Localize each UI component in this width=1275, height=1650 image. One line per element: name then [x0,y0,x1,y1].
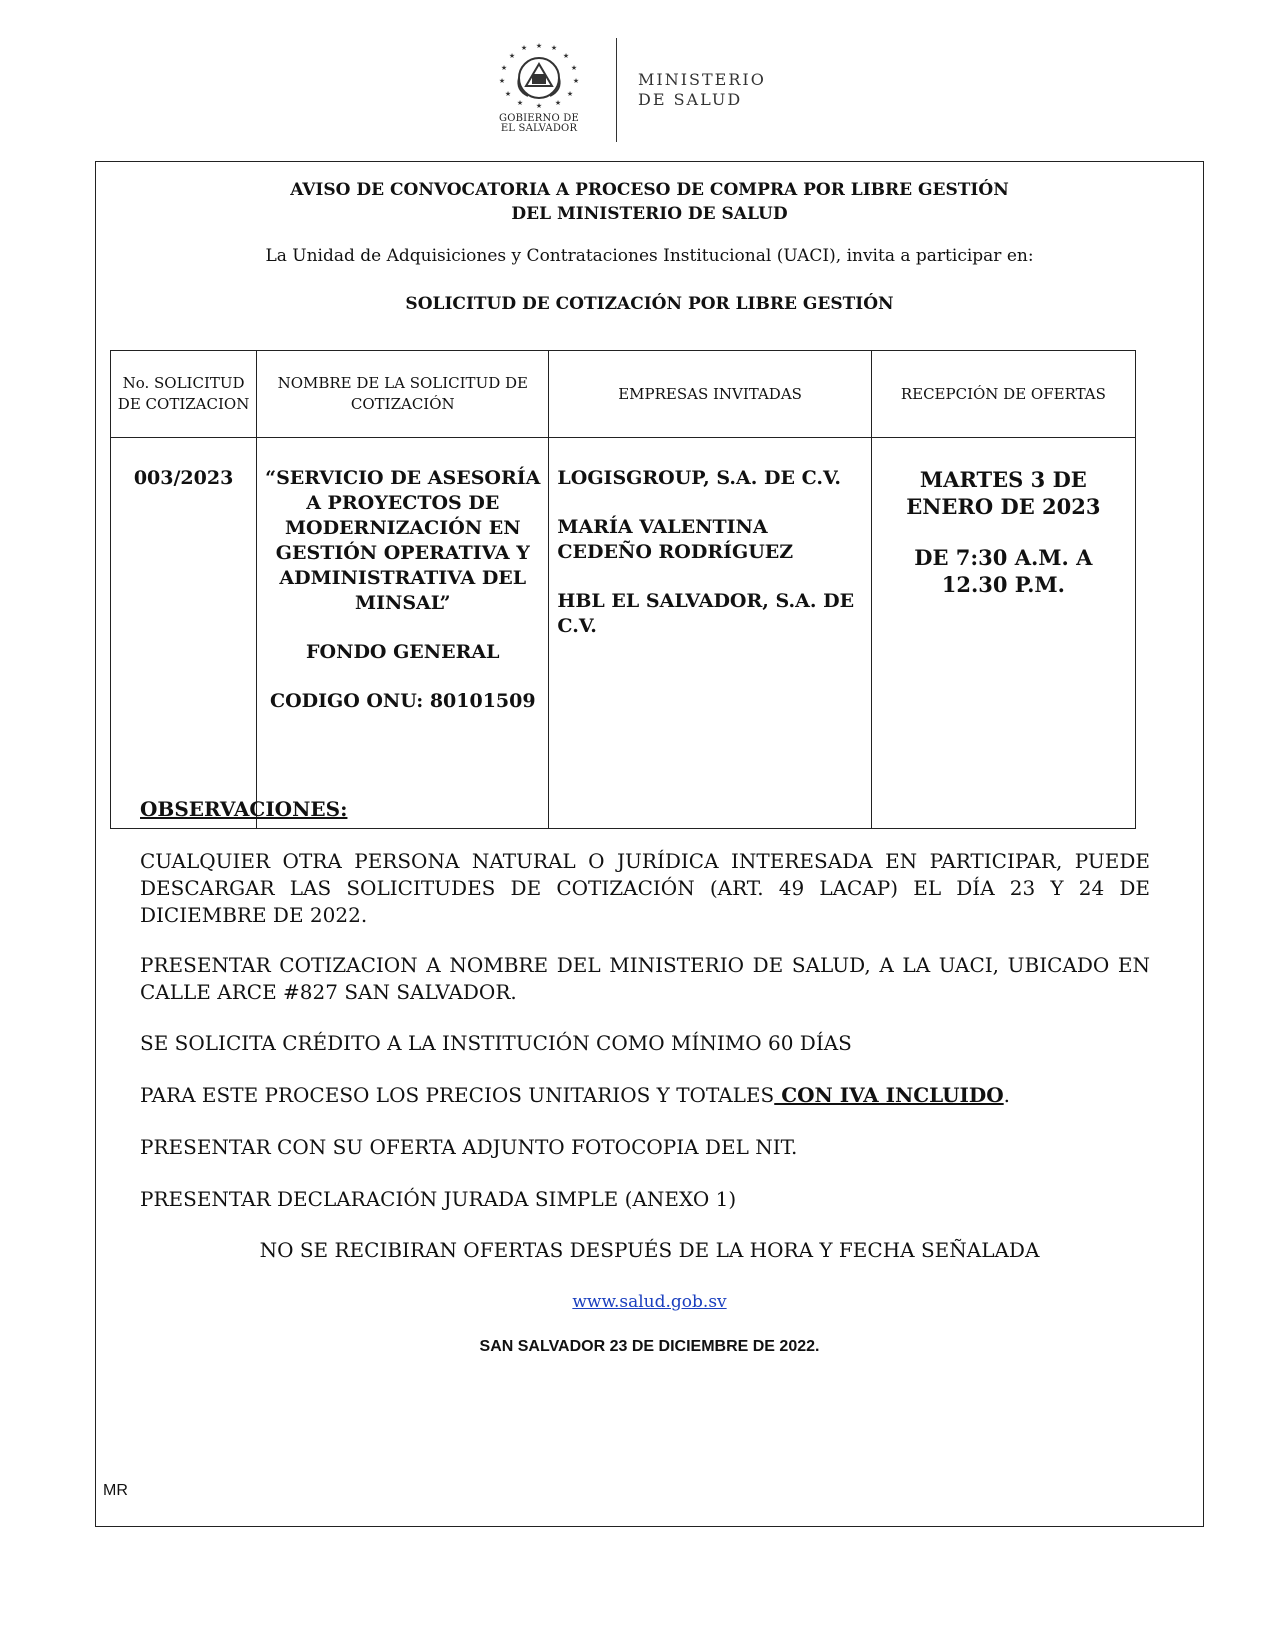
coat-of-arms-icon [492,40,586,110]
svg-text:★: ★ [572,77,580,85]
cell-reception [871,438,1135,829]
observation-prices [140,1082,1150,1109]
seal-text-line1: GOBIERNO DE [499,113,579,124]
notice-title-line1: AVISO DE CONVOCATORIA A PROCESO DE COMPRA POR LIBRE GESTIÓN [290,180,1009,200]
svg-text:★: ★ [508,52,516,60]
onu-code: CODIGO ONU: 80101509 [269,690,536,712]
government-seal [480,38,598,142]
notice-frame [95,161,1204,1527]
svg-text:★: ★ [498,77,506,85]
request-number: 003/2023 [133,467,234,489]
svg-text:★: ★ [535,102,543,110]
cell-number [111,438,257,829]
reception-time: DE 7:30 A.M. A 12.30 P.M. [914,545,1093,597]
svg-text:★: ★ [520,44,528,52]
place-date: SAN SALVADOR 23 DE DICIEMBRE DE 2022. [479,1338,820,1355]
svg-text:★: ★ [504,90,512,98]
header-companies: EMPRESAS INVITADAS [549,351,871,438]
svg-text:★: ★ [570,64,578,72]
author-initials: MR [103,1482,128,1499]
svg-text:★: ★ [500,64,508,72]
svg-text:★: ★ [550,44,558,52]
ministry-line1: MINISTERIO [638,70,766,89]
cell-name [257,438,549,829]
svg-text:★: ★ [562,52,570,60]
request-name: “SERVICIO DE ASESORÍA A PROYECTOS DE MODERNIZACIÓN EN GESTIÓN OPERATIVA Y ADMINISTRATIVA DEL MINSAL” [265,467,541,614]
header-reception: RECEPCIÓN DE OFERTAS [871,351,1135,438]
observation-item: PRESENTAR DECLARACIÓN JURADA SIMPLE (ANEXO 1) [140,1187,737,1211]
notice-intro: La Unidad de Adquisiciones y Contrataciones Institucional (UACI), invita a participar en: [265,246,1034,266]
logo-divider [616,38,617,142]
website-link[interactable]: www.salud.gob.sv [572,1292,727,1312]
seal-text-line2: EL SALVADOR [500,123,578,134]
prices-suffix: . [1003,1083,1011,1107]
notice-title-line2: DEL MINISTERIO DE SALUD [511,204,788,224]
company-3: HBL EL SALVADOR, S.A. DE C.V. [557,590,855,637]
observation-item: PRESENTAR COTIZACION A NOMBRE DEL MINISTERIO DE SALUD, A LA UACI, UBICADO EN CALLE ARCE #827 SAN SALVADOR. [140,953,1150,1004]
observations-title [140,796,1150,823]
observation-item: CUALQUIER OTRA PERSONA NATURAL O JURÍDICA INTERESADA EN PARTICIPAR, PUEDE DESCARGAR LAS SOLICITUDES DE COTIZACIÓN (ART. 49 LACAP) EL DÍA 23 Y 24 DE DICIEMBRE DE 2022. [140,849,1150,927]
ministry-line2: DE SALUD [638,90,743,109]
svg-text:★: ★ [566,90,574,98]
observation-item: SE SOLICITA CRÉDITO A LA INSTITUCIÓN COMO MÍNIMO 60 DÍAS [140,1031,852,1055]
reception-date: MARTES 3 DE ENERO DE 2023 [906,467,1101,519]
ministry-name [638,70,766,110]
header-number: No. SOLICITUD DE COTIZACION [111,351,257,438]
closing-notice: NO SE RECIBIRAN OFERTAS DESPUÉS DE LA HORA Y FECHA SEÑALADA [259,1238,1040,1262]
table-row [111,438,1136,829]
fund-label: FONDO GENERAL [306,641,500,663]
ministry-logo [480,38,820,142]
observations-heading: OBSERVACIONES: [140,797,348,821]
prices-emphasis: CON IVA INCLUIDO [774,1083,1004,1107]
table-header-row [111,351,1136,438]
cell-companies [549,438,871,829]
svg-text:★: ★ [554,99,562,107]
svg-text:★: ★ [516,99,524,107]
quotation-table [110,350,1136,829]
company-2: MARÍA VALENTINA CEDEÑO RODRÍGUEZ [557,516,794,563]
prices-prefix: PARA ESTE PROCESO LOS PRECIOS UNITARIOS Y TOTALES [140,1083,775,1107]
notice-subtitle: SOLICITUD DE COTIZACIÓN POR LIBRE GESTIÓN [405,294,894,314]
svg-text:★: ★ [535,42,543,50]
company-1: LOGISGROUP, S.A. DE C.V. [557,467,842,489]
header-name: NOMBRE DE LA SOLICITUD DE COTIZACIÓN [257,351,549,438]
notice-title [96,178,1203,226]
observation-item: PRESENTAR CON SU OFERTA ADJUNTO FOTOCOPIA DEL NIT. [140,1135,798,1159]
